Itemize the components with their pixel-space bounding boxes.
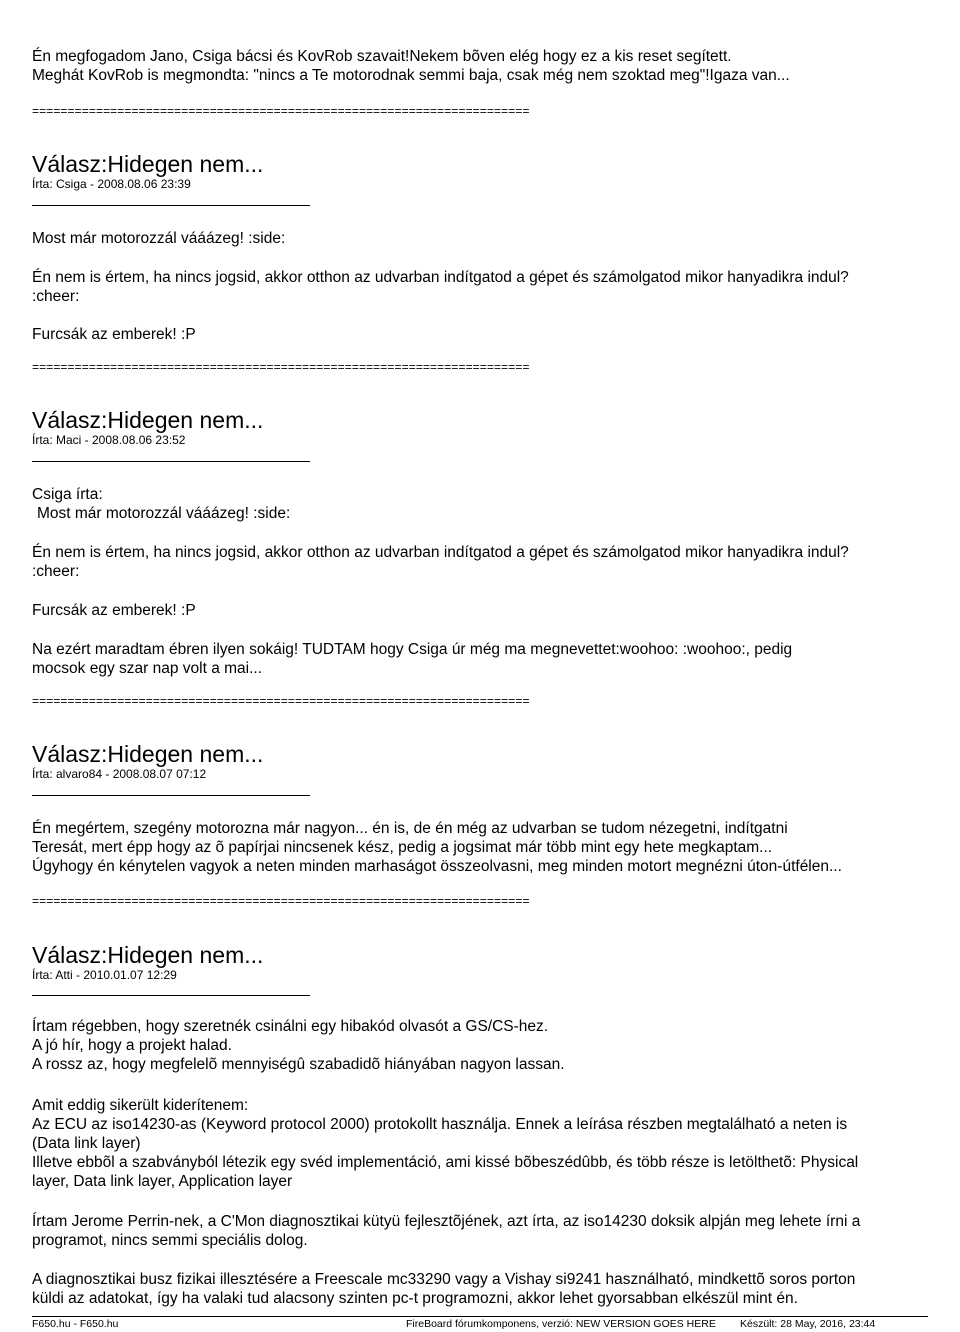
post-paragraph: Úgyhogy én kénytelen vagyok a neten minden marhaságot összeolvasni, meg minden motort megnézni úton-útfélen...	[32, 858, 842, 875]
post-body	[32, 819, 928, 876]
quote-block	[32, 485, 928, 523]
post-paragraph: küldi az adatokat, így ha valaki tud alacsony szinten pc-t programozni, akkor lehet gyorsabban elkészül mint én.	[32, 1290, 798, 1307]
post-title: Válasz:Hidegen nem...	[32, 407, 264, 433]
post-header	[32, 407, 928, 447]
post-author-date: Írta: Csiga - 2008.08.06 23:39	[32, 177, 191, 191]
title-underline	[32, 995, 310, 996]
post-paragraph: :cheer:	[32, 288, 80, 305]
title-underline	[32, 795, 310, 796]
post-separator: ======================================================================	[32, 894, 530, 908]
post-author-date: Írta: Maci - 2008.08.06 23:52	[32, 433, 186, 447]
quote-author: Csiga írta:	[32, 486, 103, 503]
post-paragraph: Az ECU az iso14230-as (Keyword protocol 2000) protokollt használja. Ennek a leírása részben megtalálható a neten is	[32, 1116, 848, 1133]
post-paragraph: A jó hír, hogy a projekt halad.	[32, 1037, 232, 1054]
post-paragraph: programot, nincs semmi speciális dolog.	[32, 1232, 308, 1249]
post-paragraph: A diagnosztikai busz fizikai illesztésére a Freescale mc33290 vagy a Vishay si9241 használható, mindkettõ soros porton	[32, 1271, 856, 1288]
post-author-date: Írta: alvaro84 - 2008.08.07 07:12	[32, 767, 207, 781]
post-body	[32, 1212, 928, 1250]
post-body	[32, 543, 928, 581]
post-body	[32, 640, 928, 678]
post-paragraph: Én megértem, szegény motorozna már nagyon... én is, de én még az udvarban se tudom nézegetni, indítgatni	[32, 820, 788, 837]
post-body	[32, 601, 928, 620]
page-footer	[32, 1316, 928, 1331]
footer-component-info: FireBoard fórumkomponens, verzió: NEW VERSION GOES HERE	[406, 1318, 716, 1330]
intro-post-body	[32, 47, 928, 85]
post-separator: ======================================================================	[32, 360, 530, 374]
post-separator: ======================================================================	[32, 104, 530, 118]
post-title: Válasz:Hidegen nem...	[32, 741, 264, 767]
footer-site-name: F650.hu - F650.hu	[32, 1318, 119, 1330]
post-header	[32, 151, 928, 191]
post-paragraph: Én nem is értem, ha nincs jogsid, akkor otthon az udvarban indítgatod a gépet és számolgatod mikor hanyadikra indul?	[32, 269, 849, 286]
post-paragraph: Amit eddig sikerült kiderítenem:	[32, 1097, 249, 1114]
post-paragraph: Most már motorozzál vááázeg! :side:	[32, 230, 286, 247]
title-underline	[32, 205, 310, 206]
post-title: Válasz:Hidegen nem...	[32, 942, 264, 968]
post-body	[32, 1017, 928, 1074]
post-body	[32, 1270, 928, 1308]
post-paragraph: Írtam régebben, hogy szeretnék csinálni egy hibakód olvasót a GS/CS-hez.	[32, 1018, 549, 1035]
post-header	[32, 942, 928, 982]
post-paragraph: :cheer:	[32, 563, 80, 580]
post-paragraph: Furcsák az emberek! :P	[32, 326, 196, 343]
post-paragraph: Na ezért maradtam ébren ilyen sokáig! TUDTAM hogy Csiga úr még ma megnevettet:woohoo: :woohoo:, pedig	[32, 641, 793, 658]
post-body	[32, 1096, 928, 1191]
post-body	[32, 229, 928, 248]
post-paragraph: Én nem is értem, ha nincs jogsid, akkor otthon az udvarban indítgatod a gépet és számolgatod mikor hanyadikra indul?	[32, 544, 849, 561]
title-underline	[32, 461, 310, 462]
intro-line-2: Meghát KovRob is megmondta: "nincs a Te motorodnak semmi baja, csak még nem szoktad meg"!Igaza van...	[32, 67, 790, 84]
post-body	[32, 325, 928, 344]
post-paragraph: mocsok egy szar nap volt a mai...	[32, 660, 263, 677]
post-paragraph: Írtam Jerome Perrin-nek, a C'Mon diagnosztikai kütyü fejlesztõjének, azt írta, az iso14230 doksik alpján meg lehete írni a	[32, 1213, 861, 1230]
quote-text: Most már motorozzál vááázeg! :side:	[37, 505, 291, 522]
post-author-date: Írta: Atti - 2010.01.07 12:29	[32, 968, 177, 982]
post-paragraph: layer, Data link layer, Application layer	[32, 1173, 293, 1190]
post-separator: ======================================================================	[32, 694, 530, 708]
post-paragraph: Furcsák az emberek! :P	[32, 602, 196, 619]
post-title: Válasz:Hidegen nem...	[32, 151, 264, 177]
post-paragraph: Illetve ebbõl a szabványból létezik egy svéd implementáció, ami kissé bõbeszédûbb, és több része is letölthetõ: Physical	[32, 1154, 859, 1171]
post-paragraph: Teresát, mert épp hogy az õ papírjai nincsenek kész, pedig a jogsimat már több mint egy hete megkaptam...	[32, 839, 773, 856]
post-body	[32, 268, 928, 306]
post-paragraph: A rossz az, hogy megfelelõ mennyiségû szabadidõ hiányában nagyon lassan.	[32, 1056, 565, 1073]
post-header	[32, 741, 928, 781]
intro-line-1: Én megfogadom Jano, Csiga bácsi és KovRob szavait!Nekem bõven elég hogy ez a kis reset segített.	[32, 48, 732, 65]
footer-generated-date: Készült: 28 May, 2016, 23:44	[740, 1318, 876, 1330]
post-paragraph: (Data link layer)	[32, 1135, 141, 1152]
